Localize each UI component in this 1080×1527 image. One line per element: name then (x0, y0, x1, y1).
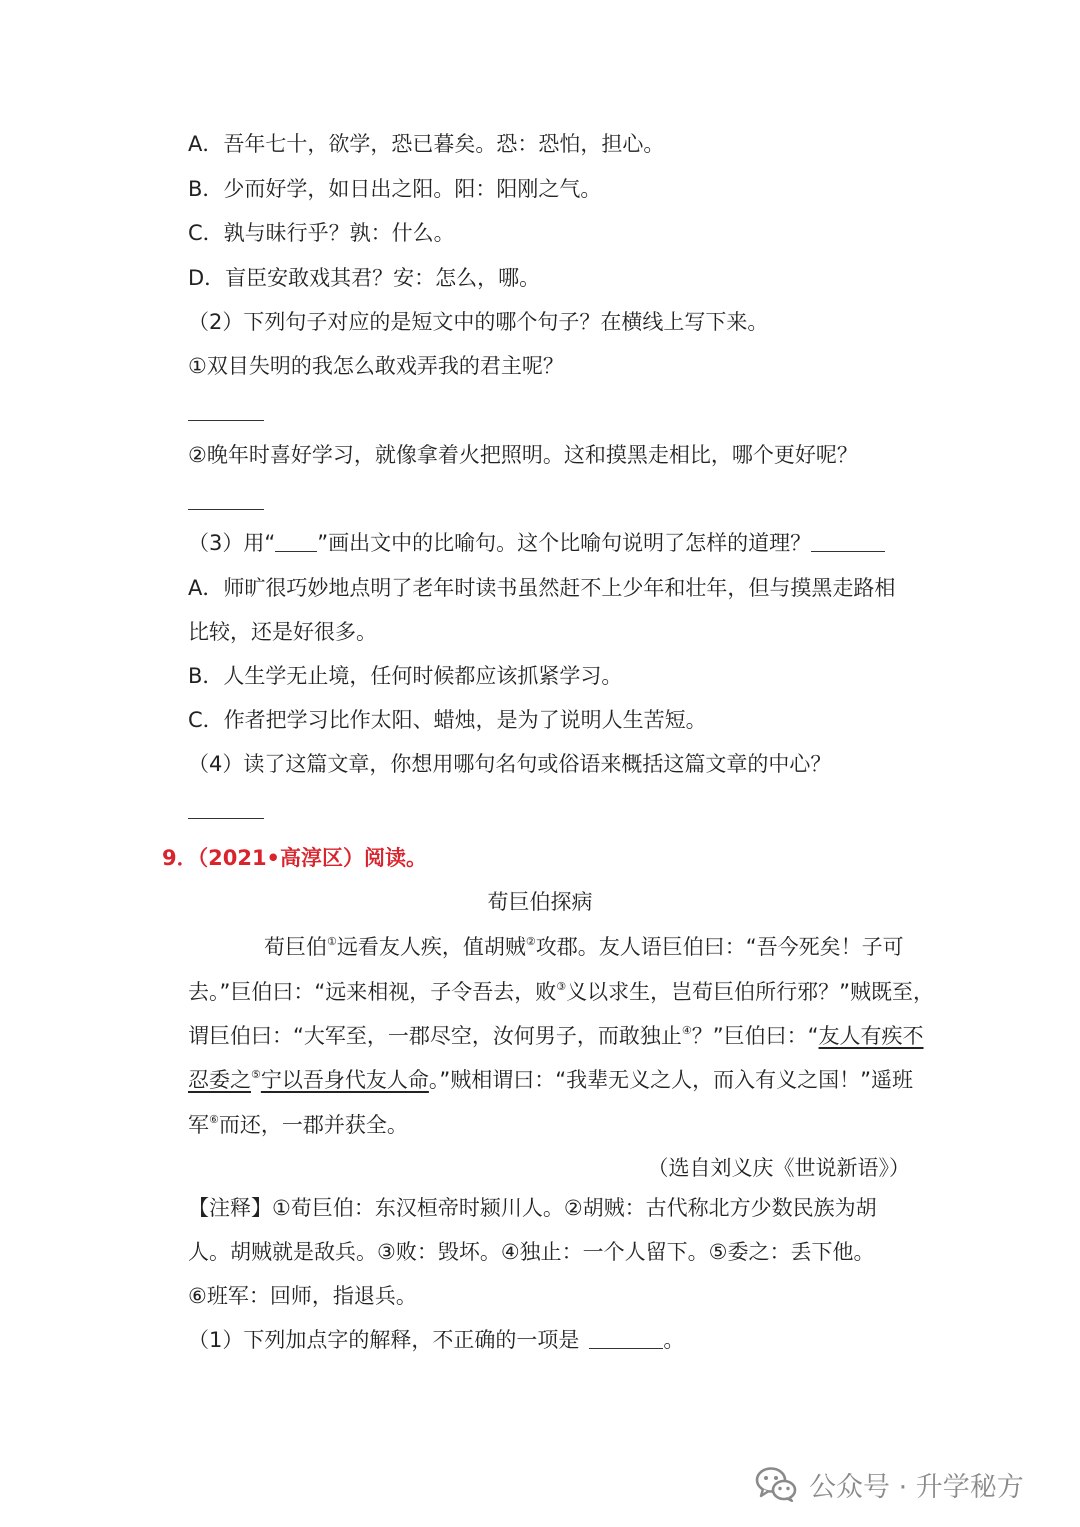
passage-line-5 (188, 1108, 928, 1137)
passage-line-3 (188, 1019, 928, 1048)
notes-line-3: ⑥班军：回师，指退兵。 (188, 1284, 417, 1308)
q9-subquestion-1 (188, 1328, 928, 1352)
q3-option-a-line1: A．师旷很巧妙地点明了老年时读书虽然赶不上少年和壮年，但与摸黑走路相 (188, 576, 896, 600)
text-segment: 谓巨伯曰：“大军至，一郡尽空，汝何男子，而敢独止 (188, 1024, 682, 1048)
passage-title: 荀巨伯探病 (487, 890, 593, 914)
text-segment: 荀巨伯 (264, 935, 327, 959)
answer-blank-1 (188, 420, 264, 421)
q3-option-a-line2: 比较，还是好很多。 (188, 620, 377, 644)
notes-line-2: 人。胡贼就是敌兵。③败：毁坏。④独止：一个人留下。⑤委之：丢下他。 (188, 1240, 875, 1264)
footnote-mark: ⑤ (251, 1068, 261, 1081)
q8-subquestion-4: （4）读了这篇文章，你想用哪句名句或俗语来概括这篇文章的中心？ (188, 752, 832, 776)
text-segment: ？”巨伯曰：“ (691, 1024, 819, 1048)
question-9-heading: 9．（2021•高淳区）阅读。 (162, 846, 427, 870)
footnote-mark: ③ (556, 980, 567, 993)
footnote-mark: ② (525, 935, 536, 948)
q3-text: ”画出文中的比喻句。这个比喻句说明了怎样的道理？ (317, 531, 812, 555)
text-segment: 攻郡。友人语巨伯曰：“吾今死矣！子可 (535, 935, 904, 959)
q8-option-d: D．盲臣安敢戏其君？安：怎么，哪。 (188, 266, 541, 290)
text-segment: 而还，一郡并获全。 (218, 1113, 408, 1137)
watermark-text: 公众号 · 升学秘方 (809, 1471, 1024, 1503)
answer-blank-5 (589, 1348, 663, 1349)
q8-subquestion-2: （2）下列句子对应的是短文中的哪个句子？在横线上写下来。 (188, 310, 769, 334)
q8-sentence-1: ①双目失明的我怎么敢戏弄我的君主呢？ (188, 354, 564, 378)
text-segment: 去。”巨伯曰：“远来相视，子令吾去，败 (188, 980, 557, 1004)
passage-source: （选自刘义庆《世说新语》） (647, 1156, 910, 1180)
text-segment: 远看友人疾，值胡贼 (336, 935, 526, 959)
text-segment: （1）下列加点字的解释，不正确的一项是 (188, 1328, 580, 1352)
q8-subquestion-3 (188, 531, 928, 555)
watermark (755, 1464, 1024, 1504)
q8-sentence-2: ②晚年时喜好学习，就像拿着火把照明。这和摸黑走相比，哪个更好呢？ (188, 443, 858, 467)
footnote-mark: ① (327, 935, 337, 948)
footnote-mark: ④ (681, 1024, 692, 1037)
footnote-mark: ⑥ (209, 1113, 219, 1126)
text-segment: 。”贼相谓曰：“我辈无义之人，而入有义之国！”遥班 (428, 1068, 914, 1092)
underlined-sentence: 忍委之 (188, 1068, 251, 1092)
text-segment: 军 (188, 1113, 209, 1137)
passage-line-1 (264, 930, 1004, 959)
passage-line-4 (188, 1063, 928, 1092)
q3-option-b: B．人生学无止境，任何时候都应该抓紧学习。 (188, 664, 623, 688)
answer-blank-2 (188, 509, 264, 510)
passage-line-2 (188, 975, 935, 1004)
q8-option-c: C．孰与昧行乎？孰：什么。 (188, 221, 455, 245)
answer-blank-3 (811, 551, 885, 552)
answer-blank-4 (188, 818, 264, 819)
q3-prefix: （3）用“ (188, 531, 276, 555)
underlined-sentence: 友人有疾不 (818, 1024, 924, 1048)
q3-option-c: C．作者把学习比作太阳、蜡烛，是为了说明人生苦短。 (188, 708, 707, 732)
notes-line-1: 【注释】①荀巨伯：东汉桓帝时颍川人。②胡贼：古代称北方少数民族为胡 (188, 1196, 877, 1220)
q8-option-a: A．吾年七十，欲学，恐已暮矣。恐：恐怕，担心。 (188, 132, 665, 156)
text-segment: 义以求生，岂荀巨伯所行邪？”贼既至， (566, 980, 935, 1004)
wechat-icon (755, 1466, 797, 1502)
q8-option-b: B．少而好学，如日出之阳。阳：阳刚之气。 (188, 177, 602, 201)
text-segment: 。 (663, 1328, 685, 1352)
underline-mark-blank (275, 551, 317, 552)
underlined-sentence: 宁以吾身代友人命 (260, 1068, 429, 1092)
